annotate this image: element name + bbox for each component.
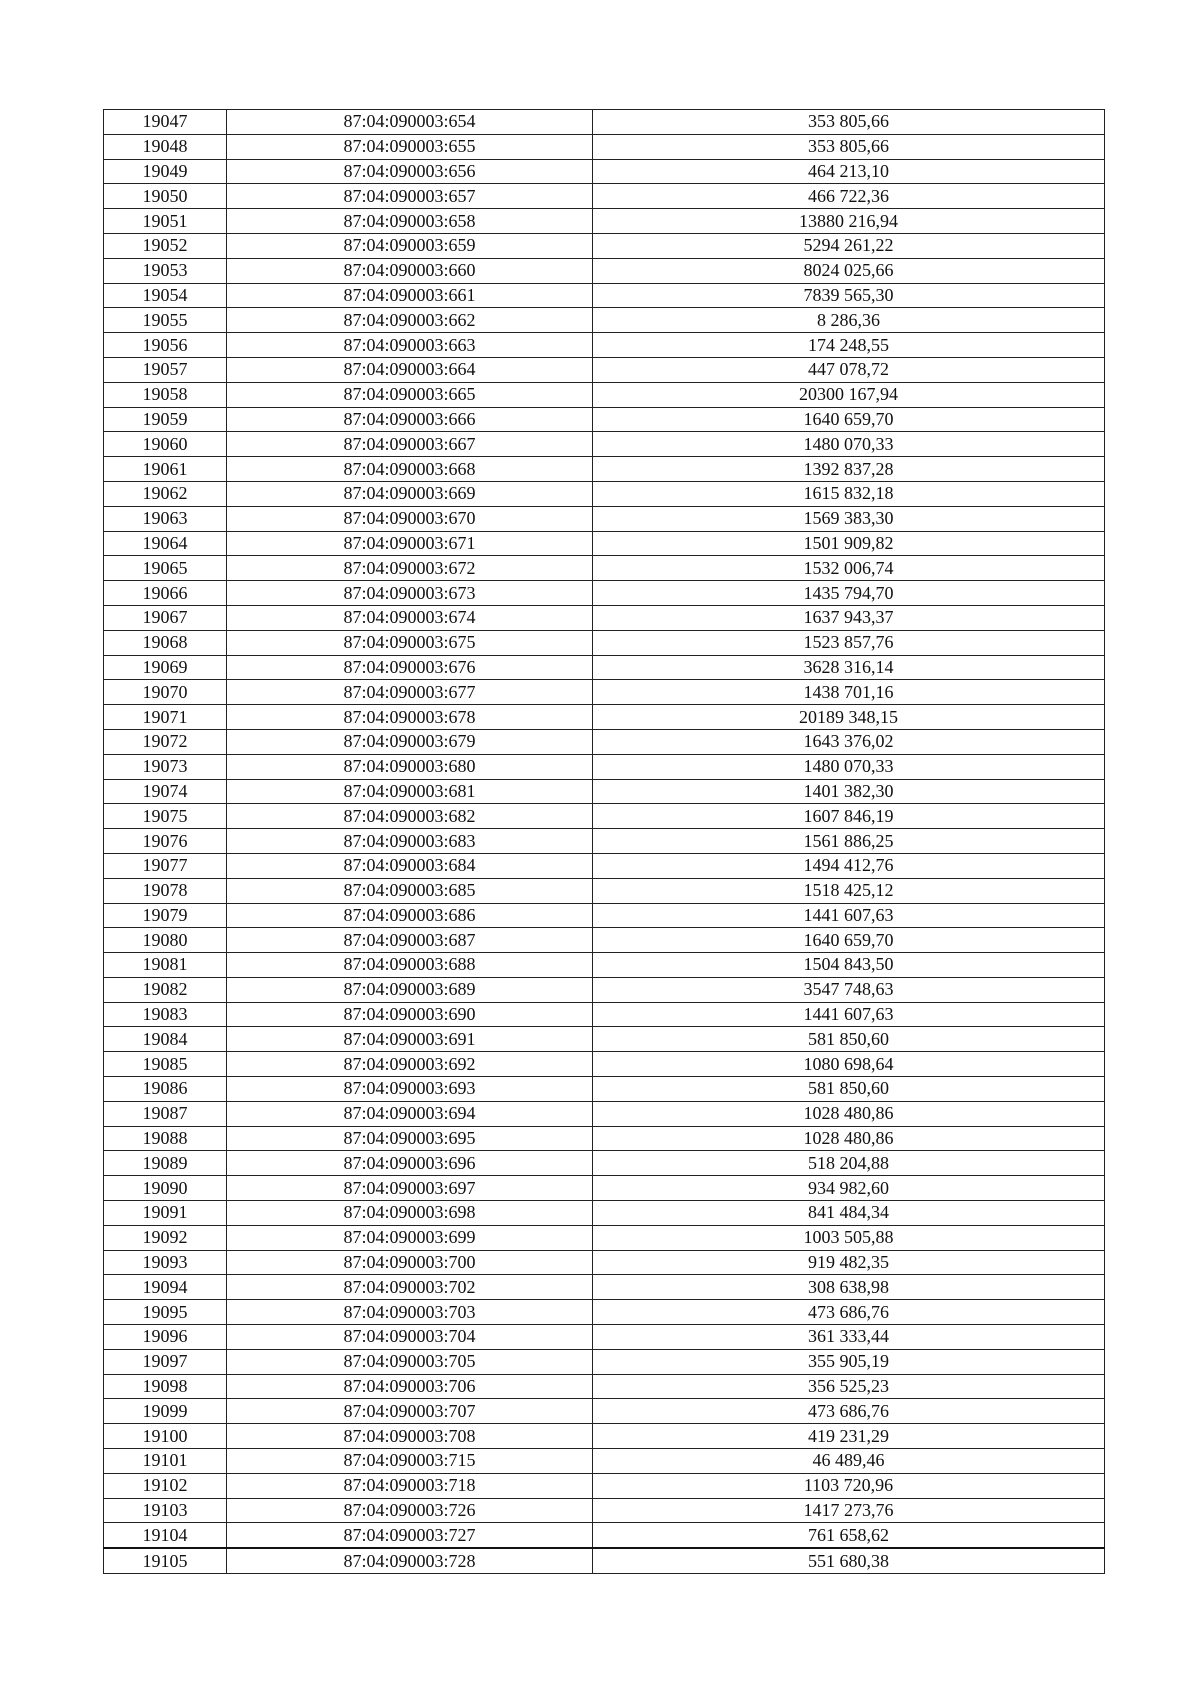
cadastral-number-cell: 87:04:090003:657 (227, 184, 593, 209)
row-number-cell: 19084 (104, 1027, 227, 1052)
cadastral-number-cell: 87:04:090003:679 (227, 729, 593, 754)
row-number-cell: 19098 (104, 1374, 227, 1399)
cadastral-value-cell: 3628 316,14 (593, 655, 1105, 680)
cadastral-number-cell: 87:04:090003:681 (227, 779, 593, 804)
cadastral-number-cell: 87:04:090003:715 (227, 1449, 593, 1474)
cadastral-value-cell: 1637 943,37 (593, 605, 1105, 630)
row-number-cell: 19095 (104, 1300, 227, 1325)
row-number-cell: 19104 (104, 1523, 227, 1548)
row-number-cell: 19059 (104, 407, 227, 432)
table-row (104, 729, 1105, 754)
cadastral-value-cell: 1401 382,30 (593, 779, 1105, 804)
row-number-cell: 19083 (104, 1002, 227, 1027)
cadastral-value-cell: 1417 273,76 (593, 1498, 1105, 1523)
row-number-cell: 19080 (104, 928, 227, 953)
cadastral-value-cell: 353 805,66 (593, 134, 1105, 159)
cadastral-number-cell: 87:04:090003:695 (227, 1126, 593, 1151)
cadastral-number-cell: 87:04:090003:654 (227, 110, 593, 135)
cadastral-number-cell: 87:04:090003:690 (227, 1002, 593, 1027)
cadastral-number-cell: 87:04:090003:669 (227, 481, 593, 506)
row-number-cell: 19051 (104, 209, 227, 234)
row-number-cell: 19047 (104, 110, 227, 135)
row-number-cell: 19082 (104, 977, 227, 1002)
cadastral-value-cell: 934 982,60 (593, 1176, 1105, 1201)
row-number-cell: 19103 (104, 1498, 227, 1523)
cadastral-value-cell: 1080 698,64 (593, 1052, 1105, 1077)
table-row (104, 1250, 1105, 1275)
row-number-cell: 19071 (104, 705, 227, 730)
table-row (104, 1077, 1105, 1102)
row-number-cell: 19099 (104, 1399, 227, 1424)
row-number-cell: 19086 (104, 1077, 227, 1102)
table-row (104, 1523, 1105, 1548)
row-number-cell: 19066 (104, 581, 227, 606)
cadastral-number-cell: 87:04:090003:680 (227, 754, 593, 779)
cadastral-value-cell: 20300 167,94 (593, 382, 1105, 407)
table-row (104, 308, 1105, 333)
cadastral-value-cell: 1640 659,70 (593, 928, 1105, 953)
cadastral-number-cell: 87:04:090003:672 (227, 556, 593, 581)
cadastral-number-cell: 87:04:090003:671 (227, 531, 593, 556)
cadastral-value-cell: 1523 857,76 (593, 630, 1105, 655)
cadastral-number-cell: 87:04:090003:655 (227, 134, 593, 159)
cadastral-number-cell: 87:04:090003:677 (227, 680, 593, 705)
table-row (104, 953, 1105, 978)
cadastral-number-cell: 87:04:090003:659 (227, 233, 593, 258)
cadastral-number-cell: 87:04:090003:693 (227, 1077, 593, 1102)
cadastral-number-cell: 87:04:090003:668 (227, 457, 593, 482)
cadastral-value-cell: 551 680,38 (593, 1548, 1105, 1573)
cadastral-number-cell: 87:04:090003:699 (227, 1225, 593, 1250)
table-row (104, 1399, 1105, 1424)
cadastral-number-cell: 87:04:090003:675 (227, 630, 593, 655)
cadastral-number-cell: 87:04:090003:696 (227, 1151, 593, 1176)
cadastral-value-cell: 518 204,88 (593, 1151, 1105, 1176)
cadastral-value-cell: 1028 480,86 (593, 1101, 1105, 1126)
cadastral-value-cell: 1392 837,28 (593, 457, 1105, 482)
row-number-cell: 19060 (104, 432, 227, 457)
table-row (104, 333, 1105, 358)
row-number-cell: 19096 (104, 1325, 227, 1350)
row-number-cell: 19105 (104, 1548, 227, 1573)
cadastral-number-cell: 87:04:090003:706 (227, 1374, 593, 1399)
cadastral-value-cell: 473 686,76 (593, 1399, 1105, 1424)
table-row (104, 1027, 1105, 1052)
table-row (104, 531, 1105, 556)
row-number-cell: 19069 (104, 655, 227, 680)
table-row (104, 457, 1105, 482)
table-row (104, 581, 1105, 606)
row-number-cell: 19081 (104, 953, 227, 978)
table-row (104, 1225, 1105, 1250)
table-row (104, 1201, 1105, 1226)
cadastral-value-cell: 1438 701,16 (593, 680, 1105, 705)
table-row (104, 605, 1105, 630)
row-number-cell: 19058 (104, 382, 227, 407)
cadastral-value-cell: 8 286,36 (593, 308, 1105, 333)
cadastral-number-cell: 87:04:090003:670 (227, 506, 593, 531)
cadastral-value-cell: 919 482,35 (593, 1250, 1105, 1275)
table-row (104, 159, 1105, 184)
cadastral-number-cell: 87:04:090003:682 (227, 804, 593, 829)
row-number-cell: 19079 (104, 903, 227, 928)
cadastral-value-cell: 1518 425,12 (593, 878, 1105, 903)
cadastral-number-cell: 87:04:090003:689 (227, 977, 593, 1002)
table-row (104, 1349, 1105, 1374)
cadastral-number-cell: 87:04:090003:703 (227, 1300, 593, 1325)
row-number-cell: 19077 (104, 853, 227, 878)
table-row (104, 110, 1105, 135)
cadastral-value-cell: 1441 607,63 (593, 1002, 1105, 1027)
cadastral-value-cell: 419 231,29 (593, 1424, 1105, 1449)
cadastral-number-cell: 87:04:090003:698 (227, 1201, 593, 1226)
cadastral-value-cell: 7839 565,30 (593, 283, 1105, 308)
cadastral-number-cell: 87:04:090003:665 (227, 382, 593, 407)
cadastral-value-cell: 8024 025,66 (593, 258, 1105, 283)
row-number-cell: 19089 (104, 1151, 227, 1176)
cadastral-value-cell: 1643 376,02 (593, 729, 1105, 754)
table-row (104, 903, 1105, 928)
cadastral-number-cell: 87:04:090003:661 (227, 283, 593, 308)
row-number-cell: 19049 (104, 159, 227, 184)
cadastral-number-cell: 87:04:090003:685 (227, 878, 593, 903)
row-number-cell: 19085 (104, 1052, 227, 1077)
table-row (104, 1374, 1105, 1399)
table-row (104, 1101, 1105, 1126)
row-number-cell: 19097 (104, 1349, 227, 1374)
row-number-cell: 19054 (104, 283, 227, 308)
row-number-cell: 19090 (104, 1176, 227, 1201)
table-row (104, 779, 1105, 804)
cadastral-number-cell: 87:04:090003:692 (227, 1052, 593, 1077)
table-row (104, 258, 1105, 283)
table-row (104, 481, 1105, 506)
cadastral-number-cell: 87:04:090003:660 (227, 258, 593, 283)
table-row (104, 432, 1105, 457)
row-number-cell: 19070 (104, 680, 227, 705)
cadastral-number-cell: 87:04:090003:683 (227, 829, 593, 854)
cadastral-value-cell: 1480 070,33 (593, 432, 1105, 457)
table-row (104, 357, 1105, 382)
cadastral-value-cell: 464 213,10 (593, 159, 1105, 184)
cadastral-value-table (103, 109, 1105, 1574)
cadastral-value-cell: 1494 412,76 (593, 853, 1105, 878)
table-row (104, 1473, 1105, 1498)
cadastral-number-cell: 87:04:090003:704 (227, 1325, 593, 1350)
cadastral-value-cell: 447 078,72 (593, 357, 1105, 382)
table-row (104, 1325, 1105, 1350)
row-number-cell: 19056 (104, 333, 227, 358)
cadastral-number-cell: 87:04:090003:687 (227, 928, 593, 953)
table-row (104, 630, 1105, 655)
cadastral-value-cell: 1504 843,50 (593, 953, 1105, 978)
table-row (104, 407, 1105, 432)
table-row (104, 705, 1105, 730)
table-row (104, 1275, 1105, 1300)
row-number-cell: 19074 (104, 779, 227, 804)
table-row (104, 506, 1105, 531)
table-row (104, 878, 1105, 903)
row-number-cell: 19057 (104, 357, 227, 382)
row-number-cell: 19100 (104, 1424, 227, 1449)
cadastral-number-cell: 87:04:090003:702 (227, 1275, 593, 1300)
row-number-cell: 19091 (104, 1201, 227, 1226)
cadastral-number-cell: 87:04:090003:686 (227, 903, 593, 928)
cadastral-value-cell: 1028 480,86 (593, 1126, 1105, 1151)
cadastral-number-cell: 87:04:090003:684 (227, 853, 593, 878)
row-number-cell: 19048 (104, 134, 227, 159)
cadastral-number-cell: 87:04:090003:708 (227, 1424, 593, 1449)
row-number-cell: 19064 (104, 531, 227, 556)
cadastral-value-cell: 46 489,46 (593, 1449, 1105, 1474)
cadastral-value-cell: 1501 909,82 (593, 531, 1105, 556)
cadastral-number-cell: 87:04:090003:697 (227, 1176, 593, 1201)
table-row (104, 134, 1105, 159)
cadastral-number-cell: 87:04:090003:726 (227, 1498, 593, 1523)
cadastral-number-cell: 87:04:090003:662 (227, 308, 593, 333)
row-number-cell: 19087 (104, 1101, 227, 1126)
cadastral-value-cell: 581 850,60 (593, 1027, 1105, 1052)
cadastral-value-cell: 3547 748,63 (593, 977, 1105, 1002)
cadastral-value-cell: 1640 659,70 (593, 407, 1105, 432)
table-row (104, 754, 1105, 779)
cadastral-value-cell: 308 638,98 (593, 1275, 1105, 1300)
cadastral-value-cell: 356 525,23 (593, 1374, 1105, 1399)
cadastral-number-cell: 87:04:090003:727 (227, 1523, 593, 1548)
cadastral-value-cell: 1615 832,18 (593, 481, 1105, 506)
cadastral-number-cell: 87:04:090003:673 (227, 581, 593, 606)
table-row (104, 853, 1105, 878)
table-row (104, 184, 1105, 209)
table-row (104, 1424, 1105, 1449)
table-row (104, 1300, 1105, 1325)
cadastral-value-cell: 761 658,62 (593, 1523, 1105, 1548)
row-number-cell: 19076 (104, 829, 227, 854)
cadastral-number-cell: 87:04:090003:666 (227, 407, 593, 432)
cadastral-value-cell: 361 333,44 (593, 1325, 1105, 1350)
row-number-cell: 19063 (104, 506, 227, 531)
cadastral-number-cell: 87:04:090003:707 (227, 1399, 593, 1424)
cadastral-number-cell: 87:04:090003:658 (227, 209, 593, 234)
cadastral-value-cell: 1003 505,88 (593, 1225, 1105, 1250)
row-number-cell: 19078 (104, 878, 227, 903)
row-number-cell: 19061 (104, 457, 227, 482)
row-number-cell: 19088 (104, 1126, 227, 1151)
row-number-cell: 19062 (104, 481, 227, 506)
cadastral-value-cell: 174 248,55 (593, 333, 1105, 358)
cadastral-value-cell: 1480 070,33 (593, 754, 1105, 779)
table-row (104, 1548, 1105, 1573)
table-row (104, 928, 1105, 953)
table-row (104, 556, 1105, 581)
cadastral-number-cell: 87:04:090003:694 (227, 1101, 593, 1126)
table-row (104, 655, 1105, 680)
row-number-cell: 19092 (104, 1225, 227, 1250)
row-number-cell: 19053 (104, 258, 227, 283)
cadastral-value-cell: 1532 006,74 (593, 556, 1105, 581)
cadastral-value-cell: 1607 846,19 (593, 804, 1105, 829)
row-number-cell: 19050 (104, 184, 227, 209)
table-row (104, 1126, 1105, 1151)
row-number-cell: 19102 (104, 1473, 227, 1498)
cadastral-value-cell: 355 905,19 (593, 1349, 1105, 1374)
cadastral-value-cell: 353 805,66 (593, 110, 1105, 135)
row-number-cell: 19093 (104, 1250, 227, 1275)
table-row (104, 1052, 1105, 1077)
table-row (104, 680, 1105, 705)
cadastral-number-cell: 87:04:090003:664 (227, 357, 593, 382)
cadastral-value-cell: 1561 886,25 (593, 829, 1105, 854)
cadastral-number-cell: 87:04:090003:691 (227, 1027, 593, 1052)
table-row (104, 1002, 1105, 1027)
row-number-cell: 19075 (104, 804, 227, 829)
table-row (104, 977, 1105, 1002)
cadastral-value-cell: 841 484,34 (593, 1201, 1105, 1226)
cadastral-number-cell: 87:04:090003:728 (227, 1548, 593, 1573)
cadastral-value-cell: 581 850,60 (593, 1077, 1105, 1102)
cadastral-value-cell: 1441 607,63 (593, 903, 1105, 928)
cadastral-value-cell: 1435 794,70 (593, 581, 1105, 606)
row-number-cell: 19068 (104, 630, 227, 655)
table-body (104, 110, 1105, 1574)
cadastral-number-cell: 87:04:090003:718 (227, 1473, 593, 1498)
row-number-cell: 19052 (104, 233, 227, 258)
cadastral-number-cell: 87:04:090003:705 (227, 1349, 593, 1374)
cadastral-number-cell: 87:04:090003:700 (227, 1250, 593, 1275)
table-row (104, 1498, 1105, 1523)
table-row (104, 1449, 1105, 1474)
cadastral-value-cell: 473 686,76 (593, 1300, 1105, 1325)
cadastral-value-cell: 1103 720,96 (593, 1473, 1105, 1498)
row-number-cell: 19067 (104, 605, 227, 630)
cadastral-number-cell: 87:04:090003:656 (227, 159, 593, 184)
cadastral-number-cell: 87:04:090003:688 (227, 953, 593, 978)
table-row (104, 283, 1105, 308)
row-number-cell: 19055 (104, 308, 227, 333)
cadastral-value-cell: 466 722,36 (593, 184, 1105, 209)
row-number-cell: 19101 (104, 1449, 227, 1474)
table-row (104, 382, 1105, 407)
cadastral-value-cell: 5294 261,22 (593, 233, 1105, 258)
cadastral-number-cell: 87:04:090003:667 (227, 432, 593, 457)
table-row (104, 804, 1105, 829)
table-row (104, 1151, 1105, 1176)
cadastral-number-cell: 87:04:090003:676 (227, 655, 593, 680)
cadastral-value-cell: 1569 383,30 (593, 506, 1105, 531)
cadastral-value-cell: 13880 216,94 (593, 209, 1105, 234)
row-number-cell: 19073 (104, 754, 227, 779)
table-row (104, 233, 1105, 258)
table-row (104, 209, 1105, 234)
cadastral-number-cell: 87:04:090003:678 (227, 705, 593, 730)
row-number-cell: 19072 (104, 729, 227, 754)
table-row (104, 1176, 1105, 1201)
table-row (104, 829, 1105, 854)
row-number-cell: 19065 (104, 556, 227, 581)
cadastral-value-cell: 20189 348,15 (593, 705, 1105, 730)
row-number-cell: 19094 (104, 1275, 227, 1300)
cadastral-number-cell: 87:04:090003:663 (227, 333, 593, 358)
cadastral-number-cell: 87:04:090003:674 (227, 605, 593, 630)
